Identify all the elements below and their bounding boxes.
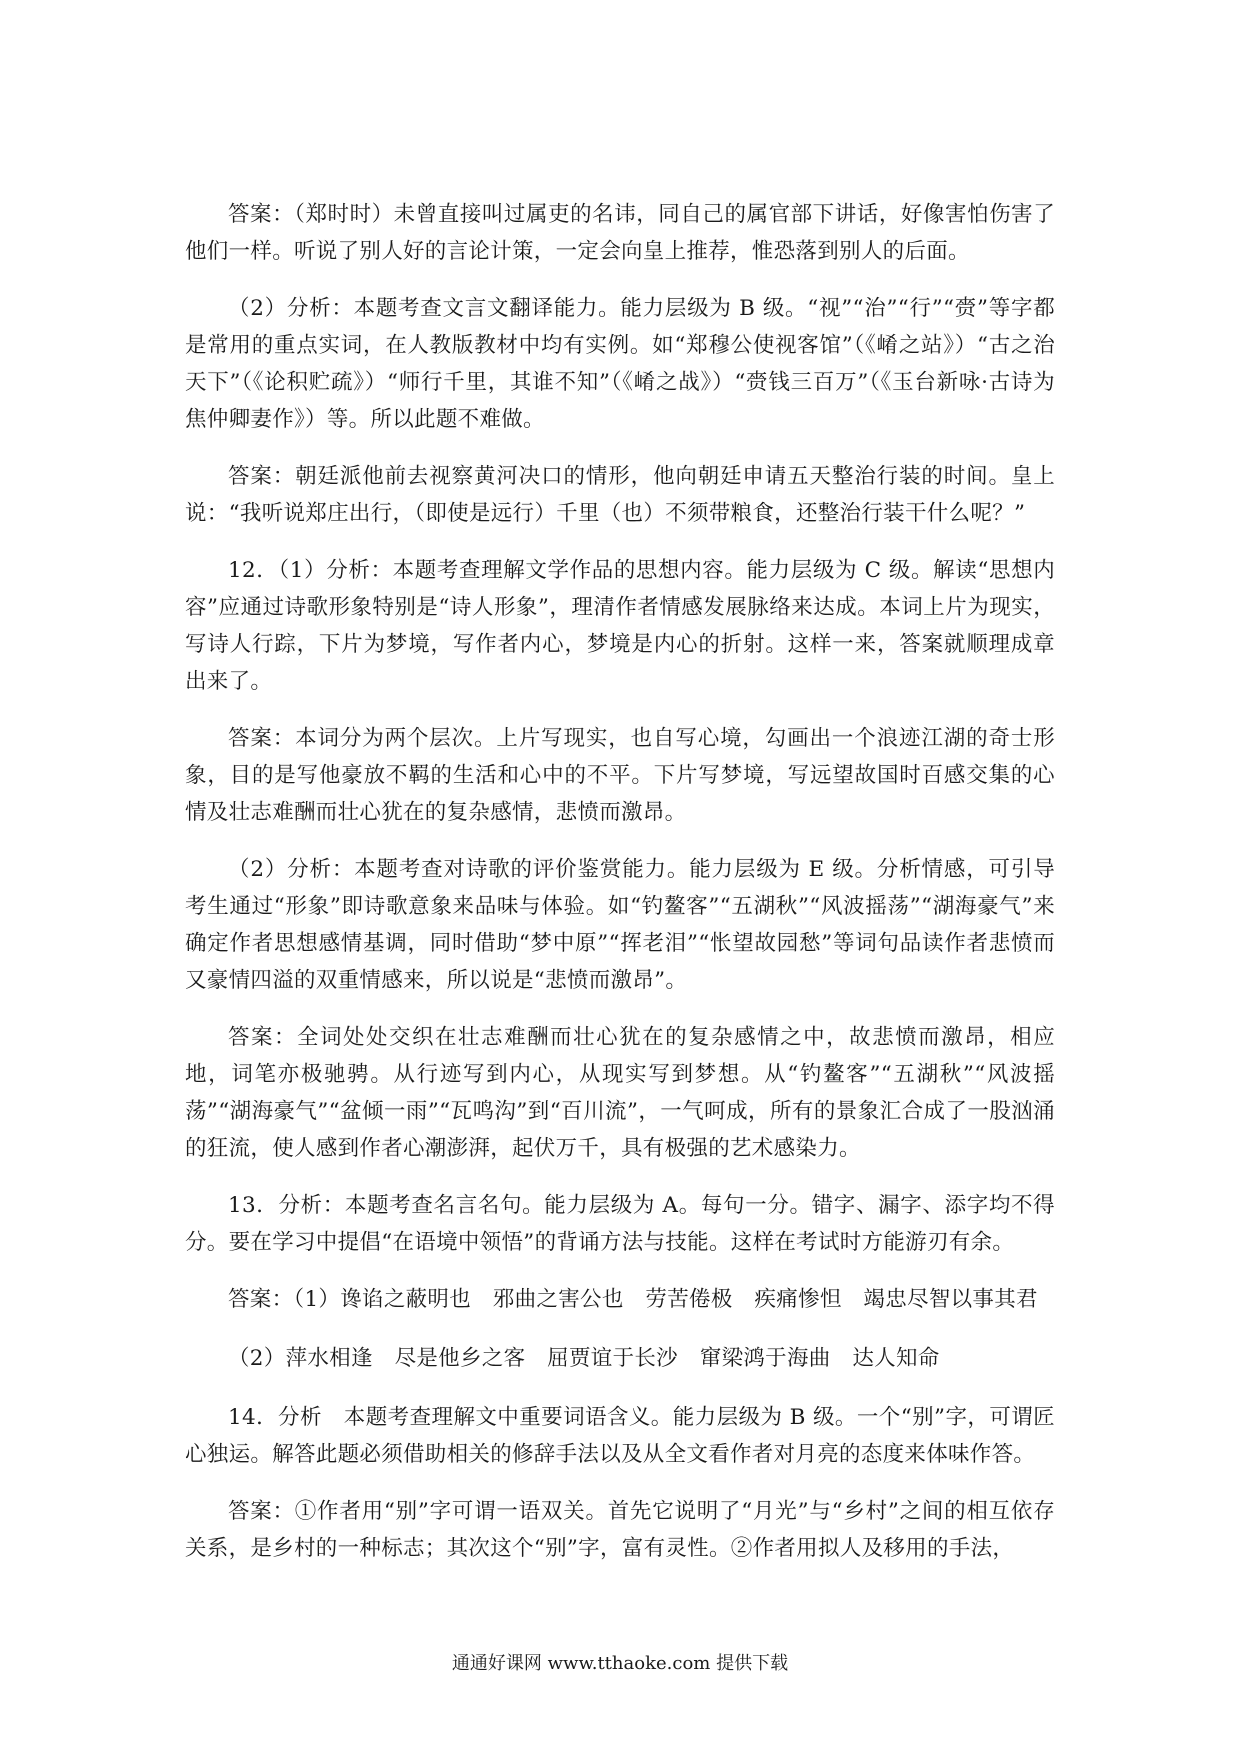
answer-paragraph-12-1: 答案：本词分为两个层次。上片写现实，也自写心境，勾画出一个浪迹江湖的奇士形象，目的是写他豪放不羁的生活和心中的不平。下片写梦境，写远望故国时百感交集的心情及壮志难酬而壮心犹在的复杂感情，悲愤而激昂。 xyxy=(185,726,1055,825)
page-footer: 通通好课网 www.tthaoke.com 提供下载 xyxy=(451,1653,789,1674)
analysis-paragraph-13: 13．分析：本题考查名言名句。能力层级为 A。每句一分。错字、漏字、添字均不得分。要在学习中提倡“在语境中领悟”的背诵方法与技能。这样在考试时方能游刃有余。 xyxy=(185,1193,1055,1255)
analysis-paragraph-14: 14．分析 本题考查理解文中重要词语含义。能力层级为 B 级。一个“别”字，可谓匠心独运。解答此题必须借助相关的修辞手法以及从全文看作者对月亮的态度来体味作答。 xyxy=(185,1405,1055,1467)
answer-paragraph-13-1: 答案：（1）谗谄之蔽明也 邪曲之害公也 劳苦倦极 疾痛惨怛 竭忠尽智以事其君 xyxy=(228,1287,1038,1312)
answer-paragraph-11-2: 答案：朝廷派他前去视察黄河决口的情形，他向朝廷申请五天整治行装的时间。皇上说：“我听说郑庄出行，（即使是远行）千里（也）不须带粮食，还整治行装干什么呢？” xyxy=(185,464,1055,526)
answer-paragraph-13-2: （2）萍水相逢 尽是他乡之客 屈贾谊于长沙 窜梁鸿于海曲 达人知命 xyxy=(228,1346,940,1371)
answer-paragraph-12-2: 答案：全词处处交织在壮志难酬而壮心犹在的复杂感情之中，故悲愤而激昂，相应地，词笔亦极驰骋。从行迹写到内心，从现实写到梦想。从“钓鳌客”“五湖秋”“风波摇荡”“湖海豪气”“盆倾一雨”“瓦鸣沟”到“百川流”，一气呵成，所有的景象汇合成了一股汹涌的狂流，使人感到作者心潮澎湃，起伏万千，具有极强的艺术感染力。 xyxy=(185,1025,1055,1161)
answer-paragraph-1: 答案：（郑时时）未曾直接叫过属吏的名讳，同自己的属官部下讲话，好像害怕伤害了他们一样。听说了别人好的言论计策，一定会向皇上推荐，惟恐落到别人的后面。 xyxy=(185,202,1055,264)
document-body xyxy=(185,196,1055,1587)
analysis-paragraph-11-2: （2）分析：本题考查文言文翻译能力。能力层级为 B 级。“视”“治”“行”“赍”等字都是常用的重点实词，在人教版教材中均有实例。如“郑穆公使视客馆”（《崤之站》）“古之治天下”（《论积贮疏》）“师行千里，其谁不知”（《崤之战》）“赍钱三百万”（《玉台新咏·古诗为焦仲卿妻作》）等。所以此题不难做。 xyxy=(185,296,1055,432)
answer-paragraph-14: 答案：①作者用“别”字可谓一语双关。首先它说明了“月光”与“乡村”之间的相互依存关系，是乡村的一种标志；其次这个“别”字，富有灵性。②作者用拟人及移用的手法， xyxy=(185,1499,1055,1561)
analysis-paragraph-12-1: 12．（1）分析：本题考查理解文学作品的思想内容。能力层级为 C 级。解读“思想内容”应通过诗歌形象特别是“诗人形象”，理清作者情感发展脉络来达成。本词上片为现实，写诗人行踪，下片为梦境，写作者内心，梦境是内心的折射。这样一来，答案就顺理成章出来了。 xyxy=(185,558,1055,694)
analysis-paragraph-12-2: （2）分析：本题考查对诗歌的评价鉴赏能力。能力层级为 E 级。分析情感，可引导考生通过“形象”即诗歌意象来品味与体验。如“钓鳌客”“五湖秋”“风波摇荡”“湖海豪气”来确定作者思想感情基调，同时借助“梦中原”“挥老泪”“怅望故园愁”等词句品读作者悲愤而又豪情四溢的双重情感来，所以说是“悲愤而激昂”。 xyxy=(185,857,1055,993)
